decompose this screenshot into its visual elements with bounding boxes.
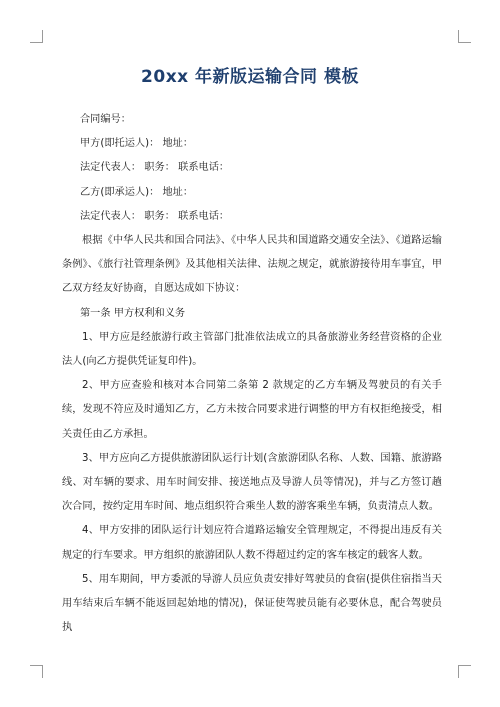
crop-mark-bottom-left [30, 665, 43, 678]
field-contract-number: 合同编号： [80, 114, 131, 125]
crop-mark-bottom-right [458, 665, 471, 678]
document-body [62, 108, 442, 640]
field-party-a: 甲方(即托运人)： 地址： [80, 138, 194, 150]
clause-1-item: 1、甲方应是经旅游行政主管部门批准依法成立的具备旅游业务经营资格的企业法人(向乙方提供凭证复印件)。 [62, 331, 442, 368]
field-party-b: 乙方(即承运人)： 地址： [80, 186, 194, 198]
clause-1-item: 5、用车期间，甲方委派的导游人员应负责安排好驾驶员的食宿(提供住宿指当天用车结束后车辆不能返回起始地的情况)，保证使驾驶员能有必要休息，配合驾驶员执 [62, 573, 442, 634]
crop-mark-top-right [458, 30, 471, 43]
clause-1-heading: 第一条 甲方权利和义务 [80, 307, 186, 319]
clause-1-item: 2、甲方应查验和核对本合同第二条第 2 款规定的乙方车辆及驾驶员的有关手续，发现不符应及时通知乙方，乙方未按合同要求进行调整的甲方有权拒绝接受，相关责任由乙方承担。 [62, 380, 442, 440]
document-title: 20xx 年新版运输合同 模板 [141, 67, 359, 87]
field-party-a-representative: 法定代表人： 职务： 联系电话： [80, 162, 230, 174]
crop-mark-top-left [30, 30, 43, 43]
field-party-b-representative: 法定代表人： 职务： 联系电话： [80, 210, 230, 222]
preamble-paragraph: 根据《中华人民共和国合同法》、《中华人民共和国道路交通安全法》、《道路运输条例》、《旅行社管理条例》及其他相关法律、法规之规定，就旅游接待用车事宜，甲乙双方经友好协商，自愿达成如下协议： [62, 235, 442, 295]
clause-1-item: 4、甲方安排的团队运行计划应符合道路运输安全管理规定，不得提出违反有关规定的行车要求。甲方组织的旅游团队人数不得超过约定的客车核定的载客人数。 [62, 525, 442, 561]
clause-1-item: 3、甲方应向乙方提供旅游团队运行计划(含旅游团队名称、人数、国籍、旅游路线、对车辆的要求、用车时间安排、接送地点及导游人员等情况)，并与乙方签订趟次合同，按约定用车时间、地点组织符合乘坐人数的游客乘坐车辆，负责清点人数。 [62, 452, 442, 513]
